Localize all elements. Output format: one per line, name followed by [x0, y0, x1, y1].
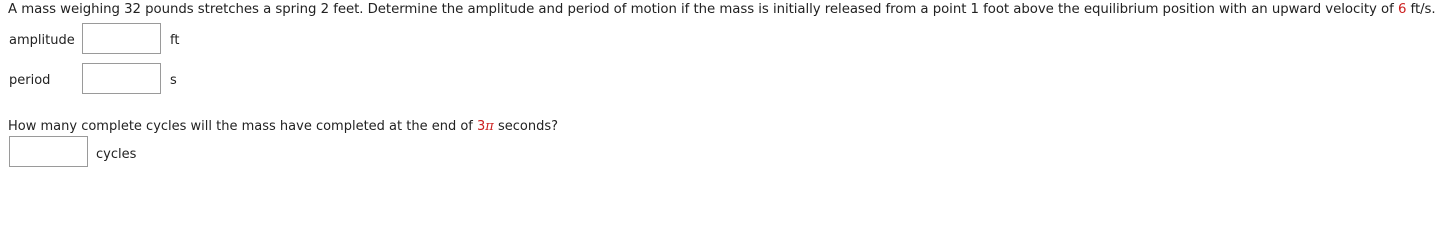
period-input[interactable]	[82, 63, 161, 94]
cycles-question-tail: seconds?	[497, 119, 559, 134]
pi-symbol: π	[485, 119, 494, 134]
velocity-unit: ft/s.	[1410, 2, 1436, 17]
time-value	[477, 119, 494, 134]
time-coefficient: 3	[477, 119, 486, 134]
problem-text: A mass weighing 32 pounds stretches a spring 2 feet. Determine the amplitude and period of motion if the mass is initially released from a point 1 foot above the equilibrium position with an upward velocity of	[8, 2, 1394, 17]
period-label: period	[9, 73, 51, 88]
cycles-input[interactable]	[9, 136, 88, 167]
amplitude-input[interactable]	[82, 23, 161, 54]
period-unit: s	[170, 73, 177, 88]
amplitude-label: amplitude	[9, 33, 75, 48]
amplitude-unit: ft	[170, 33, 180, 48]
problem-statement	[8, 2, 1436, 17]
velocity-value: 6	[1397, 2, 1407, 17]
cycles-unit: cycles	[96, 147, 137, 162]
cycles-question	[8, 119, 558, 134]
cycles-question-text: How many complete cycles will the mass have completed at the end of	[8, 119, 473, 134]
